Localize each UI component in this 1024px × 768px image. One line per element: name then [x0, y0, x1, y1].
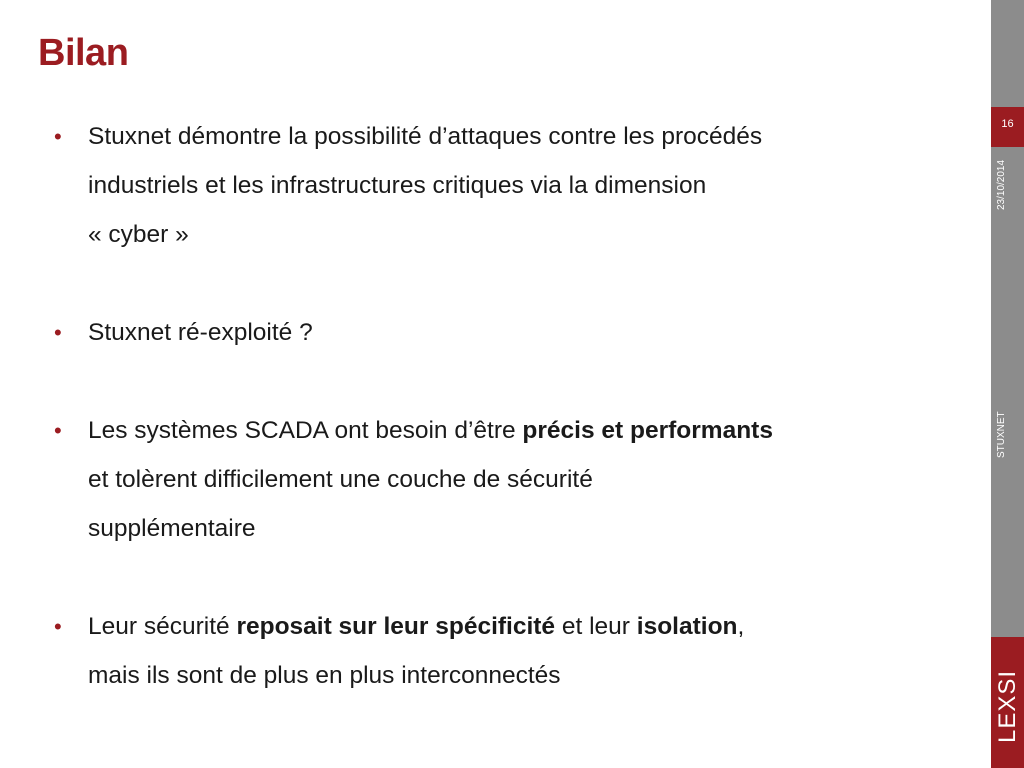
bullet-4-line-1 [88, 602, 972, 651]
bullet-1-line-3: « cyber » [88, 221, 189, 248]
lexsi-logo: LEXSI [994, 669, 1021, 743]
bullet-item-1 [52, 112, 972, 259]
bullet-4-emphasis-2: isolation [636, 613, 738, 640]
bullet-dot-icon: • [54, 418, 62, 443]
bullet-dot-icon: • [54, 320, 62, 345]
bullet-4-line-2: mais ils sont de plus en plus interconnectés [88, 662, 561, 689]
bullet-1-line-1: Stuxnet démontre la possibilité d’attaques contre les procédés [88, 123, 763, 150]
bullet-list [52, 112, 972, 749]
bullet-3-line-1 [88, 406, 972, 455]
bullet-3-emphasis: précis et performants [522, 417, 773, 444]
bullet-item-3 [52, 406, 972, 553]
bullet-1-line-2: industriels et les infrastructures critiques via la dimension [88, 172, 707, 199]
bullet-item-2 [52, 308, 972, 357]
bullet-2-line-1: Stuxnet ré-exploité ? [88, 319, 313, 346]
slide-title: Bilan [38, 32, 129, 74]
bullet-3-line-3: supplémentaire [88, 515, 256, 542]
bullet-4-text-mid: et leur [555, 613, 637, 640]
bullet-dot-icon: • [54, 124, 62, 149]
page-number: 16 [1001, 118, 1014, 130]
slide-date: 23/10/2014 [996, 160, 1007, 211]
bullet-3-text: Les systèmes SCADA ont besoin d’être [88, 417, 523, 444]
bullet-4-text-pre: Leur sécurité [88, 613, 237, 640]
bullet-4-emphasis-1: reposait sur leur spécificité [236, 613, 556, 640]
section-label: STUXNET [996, 411, 1007, 459]
bullet-item-4 [52, 602, 972, 700]
bullet-dot-icon: • [54, 614, 62, 639]
bullet-4-text-post: , [737, 613, 745, 640]
bullet-3-line-2: et tolèrent difficilement une couche de sécurité [88, 466, 593, 493]
